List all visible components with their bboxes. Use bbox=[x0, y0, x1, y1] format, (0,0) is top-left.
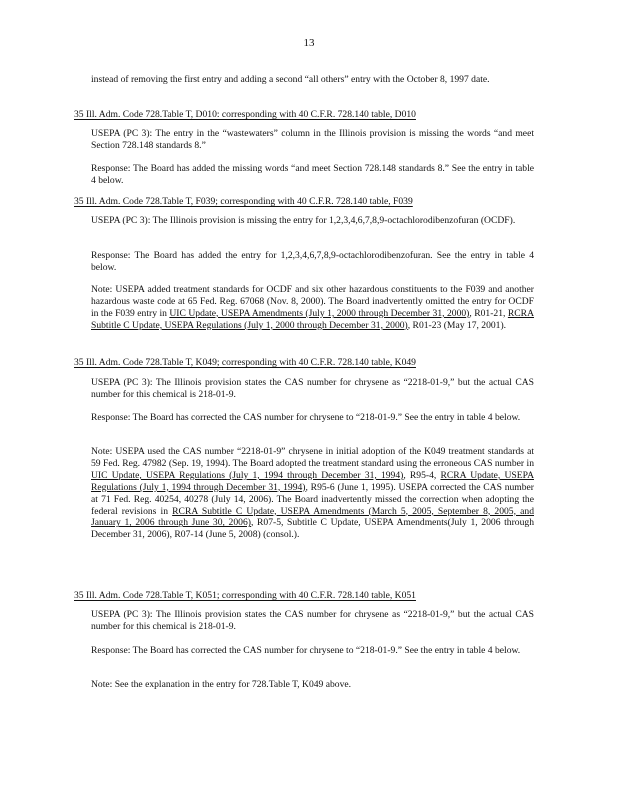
response-f039: Response: The Board has added the entry for 1,2,3,4,6,7,8,9-octachlorodibenzofuran. See the entry in table 4 below. bbox=[91, 250, 534, 273]
section-heading-d010: 35 Ill. Adm. Code 728.Table T, D010: corresponding with 40 C.F.R. 728.140 table, D010 bbox=[74, 109, 416, 120]
response-d010: Response: The Board has added the missing words “and meet Section 728.148 standards 8.” See the entry in table 4 below. bbox=[91, 163, 534, 186]
response-k049: Response: The Board has corrected the CAS number for chrysene to “218-01-9.” See the entry in table 4 below. bbox=[91, 412, 521, 423]
citation-rcra-2005-2006: RCRA Subtitle C Update, USEPA Amendments (March 5, 2005, September 8, 2005, and January 1, 2006 through June 30, 2006) bbox=[91, 505, 534, 529]
section-heading-k049: 35 Ill. Adm. Code 728.Table T, K049; corresponding with 40 C.F.R. 728.140 table, K049 bbox=[74, 357, 416, 368]
comment-k049: USEPA (PC 3): The Illinois provision states the CAS number for chrysene as “2218-01-9,” but the actual CAS number for this chemical is 218-01-9. bbox=[91, 377, 534, 400]
citation-rcra-1994: RCRA Update, USEPA Regulations (July 1, 1994 through December 31, 1994) bbox=[91, 469, 534, 493]
citation-rcra-2000: RCRA Subtitle C Update, USEPA Regulations (July 1, 2000 through December 31, 2000) bbox=[91, 307, 535, 331]
section-heading-k051: 35 Ill. Adm. Code 728.Table T, K051; corresponding with 40 C.F.R. 728.140 table, K051 bbox=[74, 590, 416, 601]
note-k049: Note: USEPA used the CAS number “2218-01-9” chrysene in initial adoption of the K049 treatment standards at 59 Fed. Reg. 47982 (Sep. 19, 1994). The Board adopted the treatment standard using the erroneous CAS number in UIC Update, USEPA Regulations (July 1, 1994 through December 31, 1994), R95-4, RCRA Update, USEPA Regulations (July 1, 1994 through December 31, 1994), R95-6 (June 1, 1995). USEPA corrected the CAS number at 71 Fed. Reg. 40254, 40278 (July 14, 2006). The Board inadvertently missed the correction when adopting the federal revisions in RCRA Subtitle C Update, USEPA Amendments (March 5, 2005, September 8, 2005, and January 1, 2006 through June 30, 2006), R07-5, Subtitle C Update, USEPA Amendments(July 1, 2006 through December 31, 2006), R07-14 (June 5, 2008) (consol.). bbox=[91, 446, 535, 541]
citation-uic-1994: UIC Update, USEPA Regulations (July 1, 1994 through December 31, 1994) bbox=[91, 469, 404, 481]
comment-k051: USEPA (PC 3): The Illinois provision states the CAS number for chrysene as “2218-01-9,” but the actual CAS number for this chemical is 218-01-9. bbox=[91, 609, 534, 632]
note-k051: Note: See the explanation in the entry for 728.Table T, K049 above. bbox=[91, 679, 352, 690]
page-number: 13 bbox=[303, 37, 315, 49]
response-k051: Response: The Board has corrected the CAS number for chrysene to “218-01-9.” See the entry in table 4 below. bbox=[91, 645, 521, 656]
comment-f039: USEPA (PC 3): The Illinois provision is missing the entry for 1,2,3,4,6,7,8,9-octachlorodibenzofuran (OCDF). bbox=[91, 215, 516, 226]
note-f039: Note: USEPA added treatment standards for OCDF and six other hazardous constituents to the F039 and another hazardous waste code at 65 Fed. Reg. 67068 (Nov. 8, 2000). The Board inadvertently omitted the entry for OCDF in the F039 entry in UIC Update, USEPA Amendments (July 1, 2000 through December 31, 2000), R01-21, RCRA Subtitle C Update, USEPA Regulations (July 1, 2000 through December 31, 2000), R01-23 (May 17, 2001). bbox=[91, 284, 535, 331]
comment-d010: USEPA (PC 3): The entry in the “wastewaters” column in the Illinois provision is missing the words “and meet Section 728.148 standards 8.” bbox=[91, 128, 534, 151]
intro-continuation: instead of removing the first entry and adding a second “all others” entry with the October 8, 1997 date. bbox=[91, 74, 490, 85]
citation-uic-2000: UIC Update, USEPA Amendments (July 1, 2000 through December 31, 2000) bbox=[169, 307, 470, 319]
section-heading-f039: 35 Ill. Adm. Code 728.Table T, F039; corresponding with 40 C.F.R. 728.140 table, F039 bbox=[74, 196, 413, 207]
